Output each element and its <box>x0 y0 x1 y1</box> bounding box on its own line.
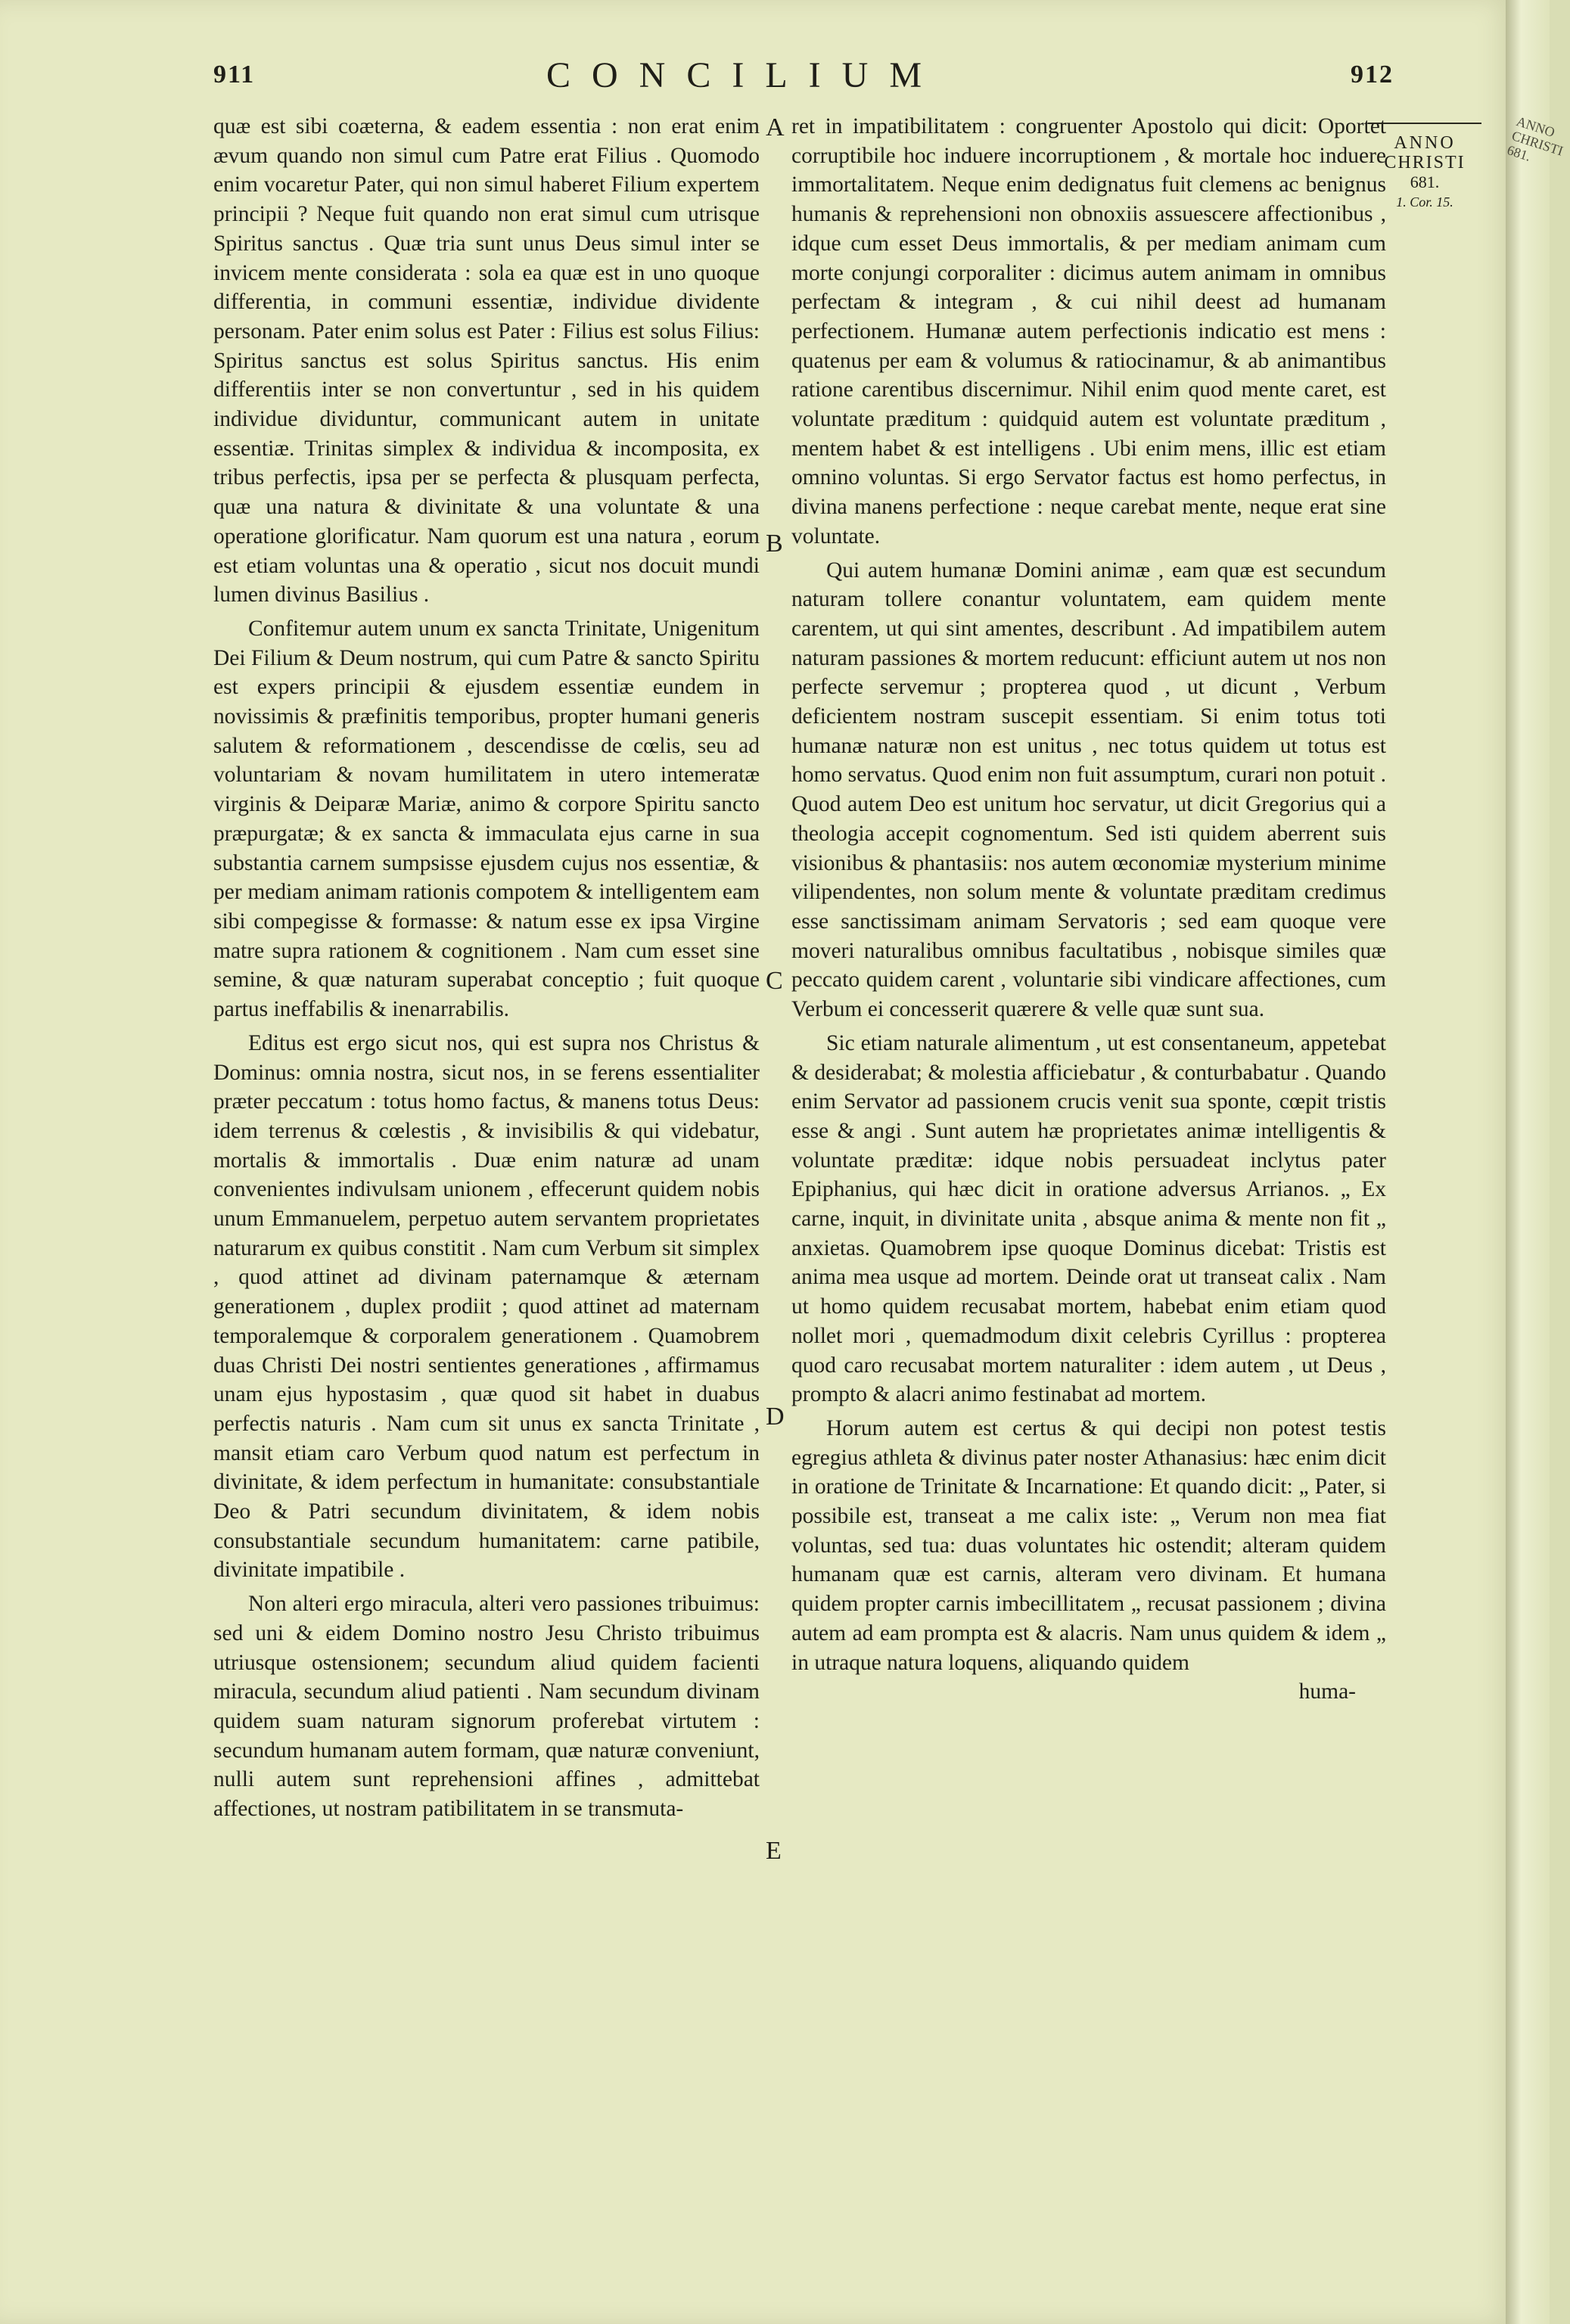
section-letter-e: E <box>766 1837 782 1865</box>
section-letter-a: A <box>766 113 785 141</box>
catchword: huma- <box>1298 1679 1356 1704</box>
running-header <box>213 54 1394 107</box>
left-paragraph-2: Confitemur autem unum ex sancta Trinitate, Unigenitum Dei Filium & Deum nostrum, qui cum Patre & sancto Spiritu est expers principii & ejusdem essentiæ eundem in novissimis & præfinitis temporibus, propter humani generis salutem & reformationem , descendisse de cœlis, seu ad voluntariam & novam humilitatem in utero intemeratæ virginis & Deiparæ Mariæ, animo & corpore Spiritu sancto præpurgatæ; & ex sancta & immaculata ejus carne in sua substantia carnem sumpsisse ejusdem cujus nos essentiæ, & per mediam animam rationis compotem & intelligentem eam sibi compegisse & formasse: & natum esse ex ipsa Virgine matre supra rationem & cognitionem . Nam cum esset sine semine, & quæ naturam superabat conceptio ; fuit quoque partus ineffabilis & inenarrabilis. <box>213 616 760 1022</box>
left-paragraph-4: Non alteri ergo miracula, alteri vero passiones tribuimus: sed uni & eidem Domino nostro Jesu Christo tribuimus utriusque ostensionem; secundum aliud quidem facienti miracula, secundum aliud patienti . Nam secundum divinam quidem suam naturam signorum proferebat virtutem : secundum humanam autem formam, quæ naturæ conveniunt, nulli autem sunt reprehensioni affines , admittebat affectiones, ut nostram patibilitatem in se transmuta- <box>213 1592 760 1822</box>
margin-note <box>1368 112 1481 212</box>
margin-anno: ANNO <box>1394 133 1456 153</box>
next-page-edge <box>1505 0 1565 2324</box>
right-paragraph-2: Qui autem humanæ Domini animæ , eam quæ est secundum naturam tollere conantur voluntatem, eam quidem mente carentem, ut qui sint amentes, describunt . Ad impatibilem autem naturam passiones & mortem reducunt: efficiunt autem ut nos non perfecte servemur ; propterea quod , ut dicunt , Verbum deficientem nostram suscepit essentiam. Si enim totus toti humanæ naturæ non est unitus , nec totus quidem ut totus est homo servatus. Quod enim non fuit assumptum, curari non potuit . Quod autem Deo est unitum hoc servatur, ut dicit Gregorius qui a theologia accepit cognomentum. Sed isti quidem aberrent suis visionibus & phantasiis: nos autem œconomiæ mysterium minime vilipendentes, non solum mente & voluntate præditam credimus esse sanctissimam animam Servatoris ; sed eam quoque vere moveri naturalibus omnibus facultatibus , nobisque similes quæ peccato quidem carent , voluntarie sibi vindicare affectiones, cum Verbum ei concesserit quærere & velle quæ sunt sua. <box>791 558 1386 1022</box>
left-paragraph-3: Editus est ergo sicut nos, qui est supra nos Christus & Dominus: omnia nostra, sicut nos, in se ferens essentialiter præter peccatum : totus homo factus, & manens totus Deus: idem terrenus & cœlestis , & invisibilis & qui videbatur, mortalis & immortalis . Duæ enim naturæ ad unam convenientes indivulsam unionem , effecerunt quidem nobis unum Emmanuelem, perpetuo autem servantem proprietates naturarum ex quibus constitit . Nam cum Verbum sit simplex , quod attinet ad divinam paternamque & æternam generationem , duplex prodiit ; quod attinet ad maternam temporalemque & corporalem generationem . Quamobrem duas Christi Dei nostri sentientes generationes , affirmamus unam ejus hypostasim , quæ quod sit habet in duabus perfectis naturis . Nam cum sit unus ex sancta Trinitate , mansit etiam caro Verbum quod natum est perfectum in divinitate, & idem perfectum in humanitate: consubstantiale Deo & Patri secundum divinitatem, & idem nobis consubstantiale secundum humanitatem: carne patibile, divinitate impatibile . <box>213 1030 760 1583</box>
page-number-left: 911 <box>213 61 256 89</box>
section-letter-d: D <box>766 1403 785 1431</box>
right-column <box>791 112 1386 1707</box>
next-page-edge-text: ANNO CHRISTI 681. <box>1505 113 1565 164</box>
right-paragraph-4: Horum autem est certus & qui decipi non potest testis egregius athleta & divinus pater noster Athanasius: hæc enim dicit in oratione de Trinitate & Incarnatione: Et quando dicit: „ Pater, si possibile est, transeat a me calix iste: „ Verum non mea fiat voluntas, sed tua: duas voluntates hic ostendit; alteram quidem humanam quæ est carnis, alteram vero divinam. Et humana quidem propter carnis imbecillitatem „ recusat passionem ; divina autem ad eam prompta est & alacris. Nam unus quidem & idem „ in utraque natura loquens, aliquando quidem <box>791 1415 1386 1675</box>
right-paragraph-3: Sic etiam naturale alimentum , ut est consentaneum, appetebat & desiderabat; & molestia afficiebatur , & conturbabatur . Quando enim Servator ad passionem crucis venit sua sponte, cœpit tristis esse & angi . Sunt autem hæ proprietates animæ intelligentis & voluntate præditæ: idque nobis persuadeat inclytus pater Epiphanius, qui hæc dicit in oratione adversus Arrianos. „ Ex carne, inquit, in divinitate unita , absque anima & mente non fit „ anxietas. Quamobrem ipse quoque Dominus dicebat: Tristis est anima mea usque ad mortem. Deinde orat ut transeat calix . Nam ut homo quidem recusabat mortem, habebat enim etiam quod nollet mori , quemadmodum dixit celebris Cyrillus : propterea quod caro recusabat mortem naturaliter : idem autem , ut Deus , prompto & alacri animo festinabat ad mortem. <box>791 1030 1386 1407</box>
margin-christi: CHRISTI <box>1384 153 1466 172</box>
right-paragraph-1: ret in impatibilitatem : congruenter Apostolo qui dicit: Oportet corruptibile hoc induere incorruptionem , & mortale hoc induere immortalitatem. Neque enim dedignatus fuit clemens ac benignus humanis & reprehensioni non obnoxiis assuescere affectionibus , idque cum esset Deus immortalis, & per mediam animam cum morte conjungi corporaliter : dicimus autem animam in omnibus perfectam & integram , & cui nihil deest ad humanam perfectionem. Humanæ autem perfectionis indicatio est mens : quatenus per eam & volumus & ratiocinamur, & ab animantibus ratione carentibus discernimur. Nihil enim quod mente caret, est voluntate præditum : quidquid autem est voluntate præditum , mentem habet & est intelligens . Ubi enim mens, illic est etiam omnino voluntas. Si ergo Servator factus est homo perfectus, in divina manens perfectione : neque carebat mente, neque erat sine voluntate. <box>791 114 1386 548</box>
left-paragraph-1: quæ est sibi coæterna, & eadem essentia : non erat enim ævum quando non simul cum Patre erat Filius . Quomodo enim vocaretur Pater, qui non simul haberet Filium expertem principii ? Neque fuit quando non erat simul cum utrisque Spiritus sanctus . Quæ tria sunt unus Deus simul inter se invicem mente considerata : sola ea quæ est in uno quoque differentia, in communi essentiæ, individue dividente personam. Pater enim solus est Pater : Filius est solus Filius: Spiritus sanctus est solus Spiritus sanctus. His enim differentiis inter se non convertuntur , sed in his quidem individue dividuntur, communicant autem in unitate essentiæ. Trinitas simplex & individua & incomposita, ex tribus perfectis, ipsa per se perfecta & plusquam perfecta, quæ una natura & divinitate & una voluntate & una operatione glorificatur. Nam quorum est una natura , eorum est etiam voluntas una & operatio , sicut nos docuit mundi lumen divinus Basilius . <box>213 114 760 607</box>
page-number-right: 912 <box>1351 61 1394 89</box>
left-column <box>213 112 760 1824</box>
section-letter-c: C <box>766 967 783 995</box>
section-letter-b: B <box>766 530 783 558</box>
running-title: CONCILIUM <box>546 55 943 95</box>
margin-year: 681. <box>1410 172 1440 191</box>
margin-rule <box>1368 123 1481 124</box>
margin-scripture-ref: 1. Cor. 15. <box>1396 194 1453 210</box>
